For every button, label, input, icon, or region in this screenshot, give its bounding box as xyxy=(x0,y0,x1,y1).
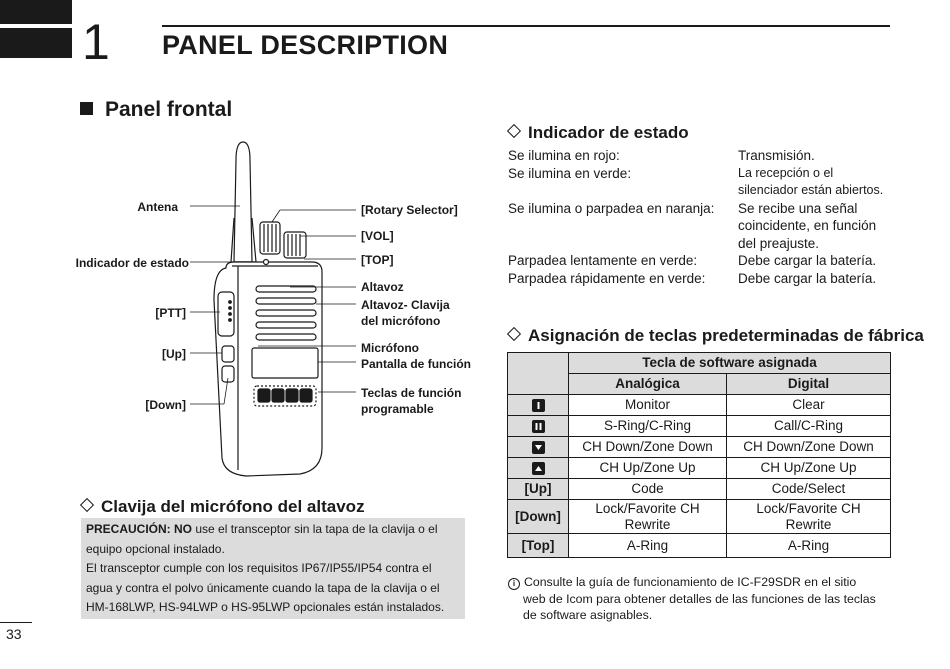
page-title: PANEL DESCRIPTION xyxy=(162,30,449,60)
note-line: web de Icom para obtener detalles de las funciones de las teclas xyxy=(523,591,876,606)
key-assignment-heading xyxy=(506,326,924,346)
status-indicator-list xyxy=(508,147,898,287)
analog-cell: S-Ring/C-Ring xyxy=(569,416,727,437)
chapter-number: 1 xyxy=(82,14,110,70)
status-row xyxy=(508,252,898,270)
status-row xyxy=(508,165,898,200)
analog-cell: Code xyxy=(569,479,727,500)
caution-text: use el transceptor sin la tapa de la clavija o el equipo opcional instalado. xyxy=(86,522,438,556)
col-header-analog: Analógica xyxy=(569,374,727,395)
p0-key-icon xyxy=(532,399,545,412)
analog-cell: CH Up/Zone Up xyxy=(569,458,727,479)
table-row xyxy=(508,458,891,479)
mic-jack-heading xyxy=(79,497,365,517)
p1-key-icon xyxy=(532,420,545,433)
digital-cell: CH Down/Zone Down xyxy=(727,437,891,458)
status-meaning: Transmisión. xyxy=(738,148,815,163)
label-prog-keys-2: programable xyxy=(361,402,434,416)
page-number-rule xyxy=(0,622,32,623)
status-meaning: Se recibe una señal xyxy=(738,200,858,216)
label-down: [Down] xyxy=(145,398,186,412)
status-indicator-heading xyxy=(506,123,689,143)
note-line: de software asignables. xyxy=(523,608,653,622)
note xyxy=(508,574,898,624)
label-ptt: [PTT] xyxy=(155,306,186,320)
label-speaker-mic-jack-1: Altavoz- Clavija xyxy=(361,298,450,312)
label-prog-keys-1: Teclas de función xyxy=(361,386,462,400)
page-number: 33 xyxy=(6,626,22,642)
chapter-tab-bar-top xyxy=(0,0,72,24)
status-indicator-heading-text: Indicador de estado xyxy=(528,123,689,142)
status-meaning: Debe cargar la batería. xyxy=(738,270,877,286)
key-cell: [Top] xyxy=(508,534,569,558)
digital-cell-line: Rewrite xyxy=(785,516,832,532)
table-corner xyxy=(508,353,569,395)
status-condition: Parpadea lentamente en verde: xyxy=(508,253,698,268)
key-cell xyxy=(508,395,569,416)
up-key-icon xyxy=(532,462,545,475)
label-speaker: Altavoz xyxy=(361,280,404,294)
key-cell xyxy=(508,458,569,479)
analog-cell: A-Ring xyxy=(569,534,727,558)
key-cell: [Up] xyxy=(508,479,569,500)
analog-cell-line: Lock/Favorite CH xyxy=(595,500,700,516)
caution-no: NO xyxy=(174,522,193,536)
label-vol: [VOL] xyxy=(361,229,394,243)
label-function-display: Pantalla de función xyxy=(361,357,472,371)
status-meaning: coincidente, en función xyxy=(738,218,877,233)
status-meaning: del preajuste. xyxy=(738,235,820,251)
analog-cell: Monitor xyxy=(569,395,727,416)
table-row xyxy=(508,500,891,534)
diamond-bullet-icon xyxy=(507,327,521,341)
status-row xyxy=(508,147,898,165)
key-assignment-heading-text: Asignación de teclas predeterminadas de fábrica xyxy=(528,326,924,345)
digital-cell: Clear xyxy=(727,395,891,416)
caution-box xyxy=(81,518,465,619)
table-row xyxy=(508,395,891,416)
key-cell xyxy=(508,437,569,458)
front-panel-heading-text: Panel frontal xyxy=(105,98,233,121)
label-rotary-selector: [Rotary Selector] xyxy=(361,203,458,217)
label-speaker-mic-jack-2: del micrófono xyxy=(361,314,441,328)
chapter-tab-bar-bottom xyxy=(0,28,72,58)
status-condition: Se ilumina en rojo: xyxy=(508,148,620,163)
square-bullet-icon xyxy=(80,102,93,115)
label-status-indicator: Indicador de estado xyxy=(75,256,189,270)
status-meaning: Debe cargar la batería. xyxy=(738,253,877,268)
table-title: Tecla de software asignada xyxy=(569,353,891,374)
analog-cell: CH Down/Zone Down xyxy=(569,437,727,458)
col-header-digital: Digital xyxy=(727,374,891,395)
analog-cell-line: Rewrite xyxy=(624,516,671,532)
header-rule xyxy=(162,25,890,27)
label-microphone: Micrófono xyxy=(361,341,419,355)
digital-cell-line: Lock/Favorite CH xyxy=(756,500,861,516)
front-panel-heading xyxy=(80,98,232,122)
status-meaning: La recepción o el xyxy=(738,165,834,180)
caution-label: PRECAUCIÓN: xyxy=(86,522,171,536)
digital-cell: Code/Select xyxy=(727,479,891,500)
diamond-bullet-icon xyxy=(507,124,521,138)
label-up: [Up] xyxy=(162,347,186,361)
down-key-icon xyxy=(532,441,545,454)
mic-jack-heading-text: Clavija del micrófono del altavoz xyxy=(101,497,365,516)
status-condition: Parpadea rápidamente en verde: xyxy=(508,270,706,286)
key-assignment-table xyxy=(507,352,891,558)
key-cell xyxy=(508,416,569,437)
digital-cell: A-Ring xyxy=(727,534,891,558)
table-row xyxy=(508,534,891,558)
key-cell: [Down] xyxy=(508,500,569,534)
status-condition: Se ilumina en verde: xyxy=(508,165,632,181)
digital-cell: CH Up/Zone Up xyxy=(727,458,891,479)
label-antenna: Antena xyxy=(137,200,178,214)
status-meaning: silenciador están abiertos. xyxy=(738,183,884,197)
info-icon: i xyxy=(508,578,520,590)
status-row xyxy=(508,200,898,253)
status-condition: Se ilumina o parpadea en naranja: xyxy=(508,200,715,216)
analog-cell xyxy=(569,500,727,534)
diamond-bullet-icon xyxy=(80,498,94,512)
digital-cell xyxy=(727,500,891,534)
table-row xyxy=(508,416,891,437)
label-top: [TOP] xyxy=(361,253,394,267)
note-line: Consulte la guía de funcionamiento de IC-F29SDR en el sitio xyxy=(524,575,857,589)
table-row xyxy=(508,479,891,500)
table-row xyxy=(508,437,891,458)
status-row xyxy=(508,270,898,288)
digital-cell: Call/C-Ring xyxy=(727,416,891,437)
caution-text-2: El transceptor cumple con los requisitos IP67/IP55/IP54 contra el agua y contra el polvo únicamente cuando la tapa de la clavija o el HM-168LWP, HS-94LWP o HS-95LWP opcionales están instalados. xyxy=(86,561,445,614)
